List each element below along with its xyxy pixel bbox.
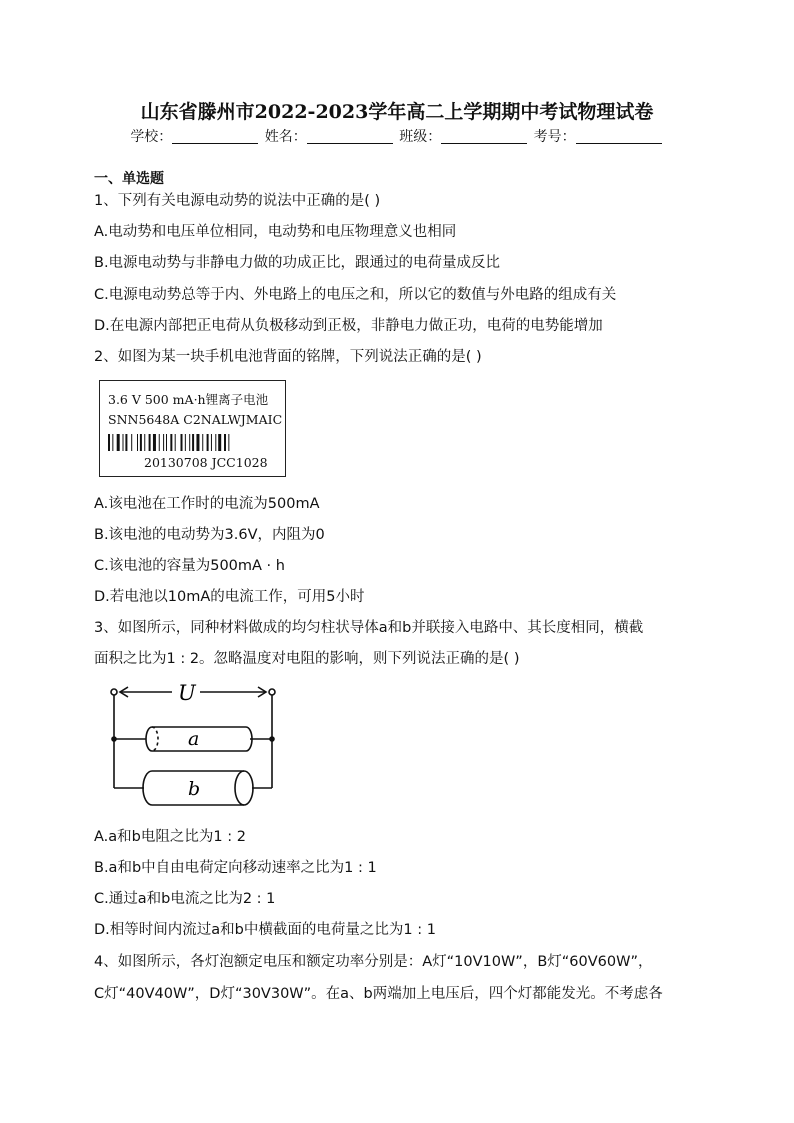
- junction-right-a: [269, 736, 275, 742]
- barcode-bar: [211, 434, 212, 451]
- exam-number-label: 考号：: [533, 129, 576, 145]
- barcode-bar: [112, 434, 113, 451]
- school-label: 学校：: [130, 129, 173, 145]
- conductor-a-label: a: [188, 728, 200, 750]
- q1-option-c: C.电源电动势总等于内、外电路上的电压之和，所以它的数值与外电路的组成有关: [94, 287, 617, 303]
- q3-stem-line1: 3、如图所示，同种材料做成的均匀柱状导体a和b并联接入电路中、其长度相同，横截: [94, 620, 644, 636]
- q4-stem-line1: 4、如图所示，各灯泡额定电压和额定功率分别是：A灯“10V10W”，B灯“60V60W”，: [94, 954, 653, 970]
- barcode-bar: [131, 434, 132, 451]
- barcode-bar: [123, 434, 124, 451]
- barcode-bar: [125, 434, 127, 451]
- barcode-bar: [170, 434, 172, 451]
- barcode-bar: [181, 434, 183, 451]
- barcode-bar: [175, 434, 176, 451]
- barcode-bar: [192, 434, 194, 451]
- parallel-conductor-diagram: [100, 680, 290, 810]
- q4-stem-line2: C灯“40V40W”，D灯“30V30W”。在a、b两端加上电压后，四个灯都能发光。不考虑各: [94, 986, 663, 1002]
- q1-option-b: B.电源电动势与非静电力做的功成正比，跟通过的电荷量成反比: [94, 255, 501, 271]
- right-terminal: [269, 689, 275, 695]
- barcode-bar: [153, 434, 156, 451]
- barcode-bar: [207, 434, 209, 451]
- q3-option-b: B.a和b中自由电荷定向移动速率之比为1 : 1: [94, 860, 377, 876]
- barcode-bar: [218, 434, 221, 451]
- barcode-bar: [108, 434, 110, 451]
- q2-option-d: D.若电池以10mA的电流工作，可用5小时: [94, 589, 365, 605]
- barcode-bar: [185, 434, 186, 451]
- student-info-row: [0, 126, 794, 146]
- barcode-bar: [144, 434, 145, 451]
- nameplate-serial-line: SNN5648A C2NALWJMAIC: [108, 412, 283, 427]
- barcode-bar: [140, 434, 142, 451]
- barcode-bar: [163, 434, 164, 451]
- conductor-b-end-edge: [235, 771, 244, 805]
- q1-stem: 1、下列有关电源电动势的说法中正确的是( ): [94, 193, 381, 209]
- q1-option-a: A.电动势和电压单位相同，电动势和电压物理意义也相同: [94, 224, 457, 240]
- barcode: [108, 434, 268, 451]
- class-blank[interactable]: [441, 127, 527, 144]
- barcode-bar: [215, 434, 216, 451]
- barcode-bar: [228, 434, 229, 451]
- name-label: 姓名：: [264, 129, 307, 145]
- school-blank[interactable]: [172, 127, 258, 144]
- exam-title: 山东省滕州市2022-2023学年高二上学期期中考试物理试卷: [140, 101, 654, 123]
- q2-option-a: A.该电池在工作时的电流为500mA: [94, 496, 320, 512]
- barcode-bar: [159, 434, 160, 451]
- nameplate-spec-line: 3.6 V 500 mA·h锂离子电池: [108, 392, 269, 407]
- name-blank[interactable]: [307, 127, 393, 144]
- conductor-a-hidden-edge: [152, 727, 158, 751]
- class-label: 班级：: [399, 129, 442, 145]
- q3-option-d: D.相等时间内流过a和b中横截面的电荷量之比为1 : 1: [94, 922, 436, 938]
- barcode-bar: [149, 434, 151, 451]
- q3-option-a: A.a和b电阻之比为1 : 2: [94, 829, 246, 845]
- section-heading: 一、单选题: [94, 171, 164, 187]
- q3-stem-line2: 面积之比为1 : 2。忽略温度对电阻的影响，则下列说法正确的是( ): [94, 651, 520, 667]
- barcode-bar: [202, 434, 203, 451]
- barcode-bar: [189, 434, 190, 451]
- battery-nameplate: [99, 380, 286, 477]
- q2-option-b: B.该电池的电动势为3.6V，内阻为0: [94, 527, 325, 543]
- barcode-bar: [224, 434, 226, 451]
- barcode-bar: [137, 434, 138, 451]
- left-terminal: [111, 689, 117, 695]
- exam-number-blank[interactable]: [576, 127, 662, 144]
- barcode-bar: [166, 434, 167, 451]
- nameplate-code-line: 20130708 JCC1028: [144, 455, 268, 470]
- conductor-b-label: b: [188, 778, 201, 800]
- q3-option-c: C.通过a和b电流之比为2 : 1: [94, 891, 276, 907]
- q2-option-c: C.该电池的容量为500mA · h: [94, 558, 285, 574]
- q1-option-d: D.在电源内部把正电荷从负极移动到正极，非静电力做正功，电荷的电势能增加: [94, 318, 603, 334]
- voltage-label: U: [178, 681, 196, 705]
- barcode-bar: [196, 434, 199, 451]
- junction-left-a: [111, 736, 117, 742]
- barcode-bar: [117, 434, 120, 451]
- q2-stem: 2、如图为某一块手机电池背面的铭牌，下列说法正确的是( ): [94, 349, 482, 365]
